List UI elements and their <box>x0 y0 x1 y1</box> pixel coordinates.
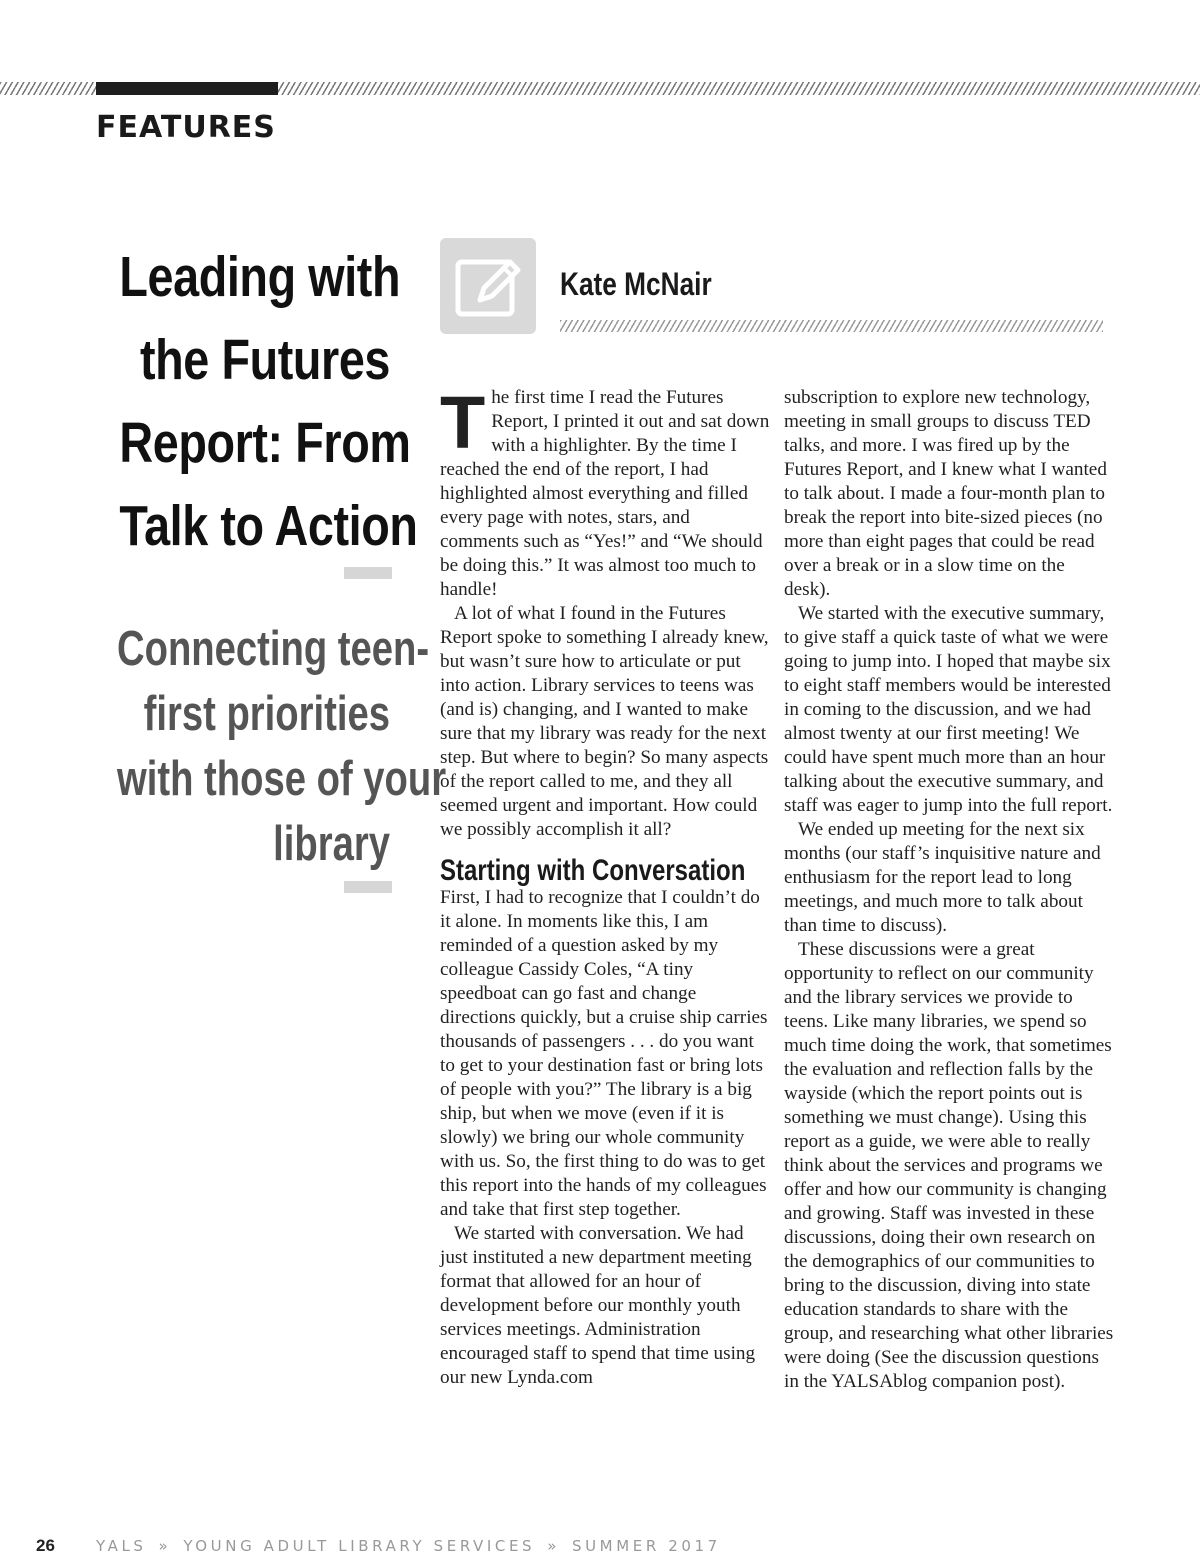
pencil-edit-icon <box>440 238 536 334</box>
title-line: Leading with <box>119 245 401 309</box>
subtitle-divider <box>344 881 392 893</box>
drop-cap: T <box>440 381 486 464</box>
footer-separator: » <box>158 1537 172 1555</box>
intro-text: he first time I read the Futures Report, I printed it out and sat down with a highlighter. By the time I reached the end of the report, I had highlighted almost everything and filled every page with notes, stars, and comments such as “Yes!” and “We should be doing this.” It was almost too much to handle! <box>440 387 770 600</box>
article-title <box>119 236 418 568</box>
section-accent-bar <box>96 82 278 95</box>
page-number: 26 <box>36 1536 55 1555</box>
title-line: the Futures <box>140 328 390 392</box>
body-column-1 <box>440 381 770 1390</box>
author-hatch-rule <box>560 320 1103 332</box>
paragraph: These discussions were a great opportunity to reflect on our community and the library services we provide to teens. Like many libraries, we spend so much time doing the work, that sometimes the evaluation and reflection falls by the wayside (which the report points out is something we must change). Using this report as a guide, we were able to really think about the services and programs we offer and how our community is changing and growing. Staff was invested in these discussions, doing their own research on the demographics of our communities to bring to the discussion, diving into state education standards to share with the group, and researching what other libraries were doing (See the discussion questions in the YALSAblog companion post). <box>784 939 1114 1392</box>
paragraph: A lot of what I found in the Futures Report spoke to something I already knew, but wasn’t sure how to articulate or put into action. Library services to teens was (and is) changing, and I wanted to make sure that my library was ready for the next step. But where to begin? So many aspects of the report called to me, and they all seemed urgent and important. How could we possibly accomplish it all? <box>440 603 769 840</box>
title-divider <box>344 567 392 579</box>
running-footer <box>96 1537 721 1555</box>
subtitle-line: first priorities <box>143 687 390 741</box>
journal-full: YOUNG ADULT LIBRARY SERVICES <box>183 1537 536 1555</box>
body-column-2 <box>784 386 1114 1394</box>
footer-separator: » <box>547 1537 560 1555</box>
journal-short: YALS <box>96 1537 147 1555</box>
subtitle-line: with those of your <box>117 752 447 806</box>
paragraph: subscription to explore new technology, meeting in small groups to discuss TED talks, and more. I was fired up by the Futures Report, and I knew what I wanted to talk about. I made a four-month plan to break the report into bite-sized pieces (no more than eight pages that could be read over a break or in a slow time on the desk). <box>784 387 1107 600</box>
paragraph: First, I had to recognize that I couldn’t do it alone. In moments like this, I am reminded of a question asked by my colleague Cassidy Coles, “A tiny speedboat can go fast and change directions quickly, but a cruise ship carries thousands of passengers . . . do you want to get to your destination fast or bring lots of people with you?” The library is a big ship, but when we move (even if it is slowly) we bring our whole community with us. So, the first thing to do was to get this report into the hands of my colleagues and take that first step together. <box>440 887 768 1220</box>
title-line: Talk to Action <box>119 494 418 558</box>
author-name: Kate McNair <box>560 266 712 302</box>
paragraph: We started with conversation. We had just instituted a new department meeting format that allowed for an hour of development before our monthly youth services meetings. Administration encouraged staff to spend that time using our new Lynda.com <box>440 1223 756 1388</box>
subtitle-line: Connecting teen- <box>117 622 430 676</box>
paragraph <box>440 381 770 602</box>
section-heading: Starting with Conversation <box>440 854 746 887</box>
article-subtitle <box>117 617 447 877</box>
paragraph: We started with the executive summary, to give staff a quick taste of what we were going to jump into. I hoped that maybe six to eight staff members would be interested in coming to the discussion, and we had almost twenty at our first meeting! We could have spent much more than an hour talking about the executive summary, and staff was eager to jump into the full report. <box>784 603 1113 816</box>
section-label: FEATURES <box>96 110 276 145</box>
title-line: Report: From <box>119 411 411 475</box>
page-footer <box>36 1536 1176 1556</box>
paragraph: We ended up meeting for the next six months (our staff’s inquisitive nature and enthusiasm for the report lead to long meetings, and much more to talk about than time to discuss). <box>784 819 1101 936</box>
issue: SUMMER 2017 <box>571 1537 721 1555</box>
subtitle-line: library <box>273 817 390 871</box>
